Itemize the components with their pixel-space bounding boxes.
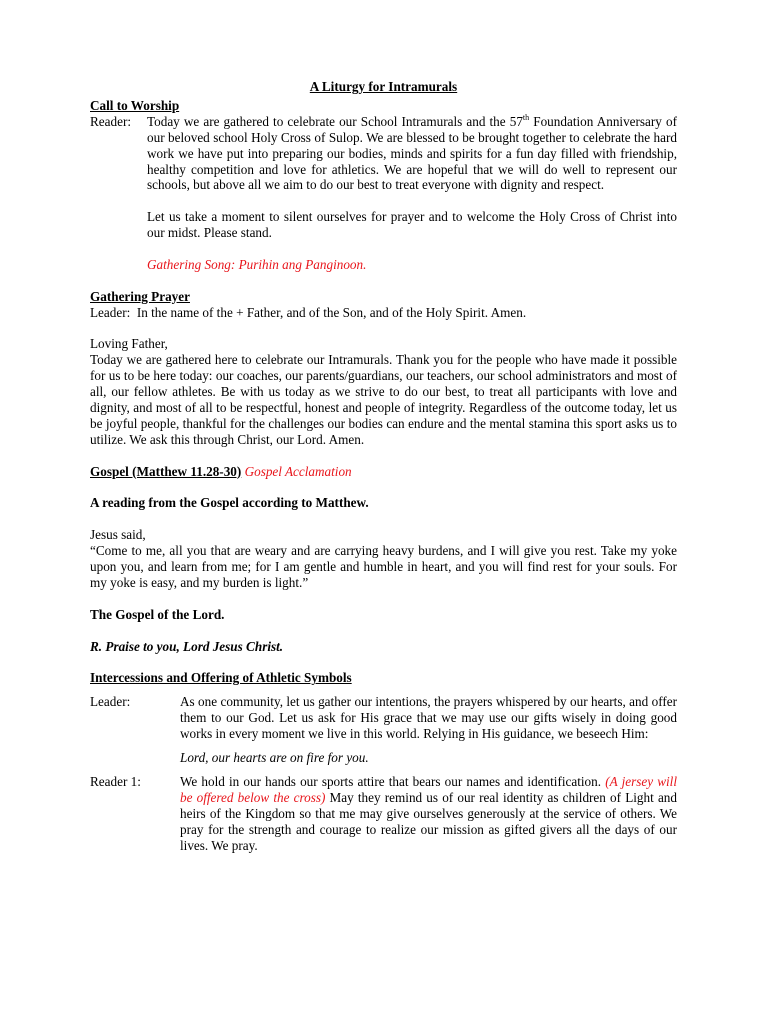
intercessions-heading: Intercessions and Offering of Athletic Symbols <box>90 670 352 686</box>
gospel-section <box>90 464 677 655</box>
reader-block <box>90 114 677 273</box>
para1-text-b: Foundation Anniversary of our beloved school Holy Cross of Sulop. We are blessed to be brought together to celebrate the hard work we have put into preparing our bodies, minds and spirits for a fun day filled with friendship, healthy competition and love for athletics. We are hopeful that we will do well to represent our schools, but above all we aim to do our best to treat everyone with dignity and respect. <box>147 113 677 193</box>
leader-line: Leader: In the name of the + Father, and of the Son, and of the Holy Spirit. Amen. <box>90 304 527 320</box>
gospel-response: R. Praise to you, Lord Jesus Christ. <box>90 638 284 654</box>
gathering-prayer-section <box>90 289 677 448</box>
reader1-label: Reader 1: <box>90 773 141 789</box>
gospel-intro: A reading from the Gospel according to Matthew. <box>90 495 369 511</box>
call-to-worship-section <box>90 98 677 273</box>
leader-content <box>180 694 677 766</box>
jesus-said: Jesus said, <box>90 527 146 543</box>
document-body <box>90 79 677 853</box>
gospel-heading: Gospel (Matthew 11.28-30) <box>90 463 242 479</box>
reader1-block <box>90 774 677 854</box>
leader-text: As one community, let us gather our intentions, the prayers whispered by our hearts, and offer them to our God. Let us ask for His grace that we may use our gifts wisely in doing good works in every moment we live in this world. Relying in His guidance, we beseech Him: <box>180 694 677 742</box>
call-to-worship-para2: Let us take a moment to silent ourselves for prayer and to welcome the Holy Cross of Christ into our midst. Please stand. <box>147 209 677 241</box>
intercessions-section <box>90 670 677 853</box>
reader-text <box>147 114 677 273</box>
reader-label: Reader: <box>90 113 132 129</box>
document-title: A Liturgy for Intramurals <box>309 79 458 94</box>
reader1-text-b: May they remind us of our real identity as children of Light and heirs of the Kingdom so that me may give ourselves generously at the service of others. We pray for the strength and courage to realize our mission as gifted givers all the days of our lives. We pray. <box>180 789 677 853</box>
gospel-acclamation: Gospel Acclamation <box>244 463 352 479</box>
leader-response: Lord, our hearts are on fire for you. <box>180 750 369 765</box>
reader1-content <box>180 774 677 854</box>
para1-text-a: Today we are gathered to celebrate our School Intramurals and the 57 <box>147 113 523 129</box>
prayer-greeting: Loving Father, <box>90 336 168 352</box>
gathering-song: Gathering Song: Purihin ang Panginoon. <box>147 256 367 272</box>
leader-label: Leader: <box>90 694 131 710</box>
gathering-prayer-heading: Gathering Prayer <box>90 288 190 304</box>
reader1-rubric: (A jersey will be offered below the cross) <box>180 773 678 805</box>
leader-block <box>90 694 677 766</box>
gospel-text: “Come to me, all you that are weary and are carrying heavy burdens, and I will give you rest. Take my yoke upon you, and learn from me; for I am gentle and humble in heart, and you will find rest for your souls. For my yoke is easy, and my burden is light.” <box>90 543 677 590</box>
gospel-closing: The Gospel of the Lord. <box>90 606 225 622</box>
ordinal-suffix: th <box>522 112 530 122</box>
call-to-worship-heading: Call to Worship <box>90 97 180 113</box>
call-to-worship-para1 <box>147 114 677 194</box>
prayer-text: Today we are gathered here to celebrate our Intramurals. Thank you for the people who have made it possible for us to be here today: our coaches, our parents/guardians, our teachers, our school administrators and most of all, our fellow athletes. Be with us today as we strive to do our best, to treat all participants with love and dignity, and most of all to be respectful, honest and people of integrity. Regardless of the outcome today, let us be joyful people, thankful for the challenges our bodies can endure and the mental stamina this sport asks us to utilize. We ask this through Christ, our Lord. Amen. <box>90 352 677 447</box>
reader1-text-a: We hold in our hands our sports attire that bears our names and identification. <box>180 773 606 789</box>
reader1-text <box>180 774 677 854</box>
gospel-heading-line <box>90 464 677 480</box>
